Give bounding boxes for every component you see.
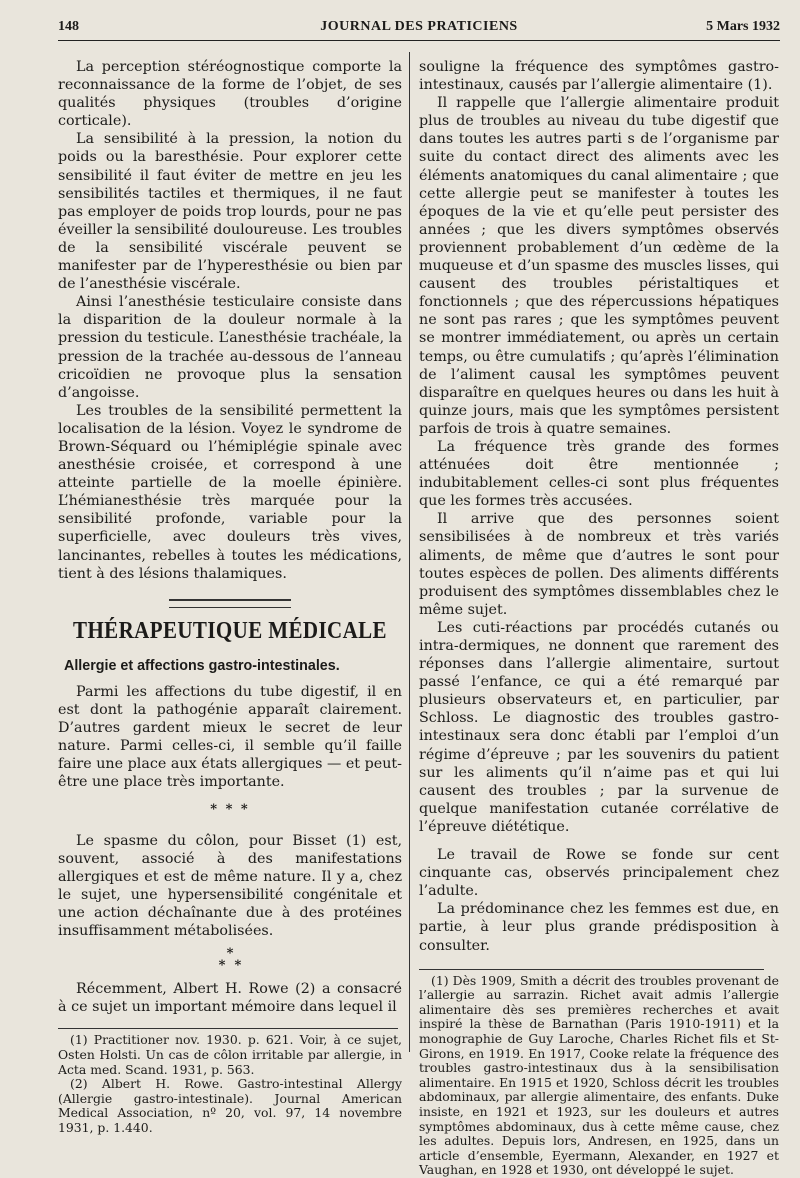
- page-number: 148: [58, 19, 79, 34]
- asterism: * * *: [210, 802, 250, 818]
- paragraph: Il arrive que des personnes soient sensibilisées à de nombreux et très variés aliments, de même que d’autres le sont pour toutes espèces de pollen. Des aliments différents produisent des symptômes dissemblables chez le même sujet.: [419, 511, 779, 618]
- right-column: [419, 58, 779, 1178]
- column-divider: [409, 52, 410, 1052]
- paragraph: Le spasme du côlon, pour Bisset (1) est, souvent, associé à des manifestations allergiques et est de même nature. Il y a, chez le sujet, une hypersensibilité congénitale et une action déchaînante due à des protéines insuffisamment métabolisées.: [58, 832, 402, 940]
- footnote: (1) Dès 1909, Smith a décrit des troubles provenant de l’allergie au sarrazin. Richet avait admis l’allergie alimentaire dès ses premières recherches et avait inspiré la thèse de Barnathan (Paris 1910-1911) et la monographie de Guy Laroche, Charles Richet fils et St-Girons, en 1919. En 1917, Cooke relate la fréquence des troubles gastro-intestinaux dus à la sensibilisation alimentaire. En 1915 et 1920, Schloss décrit les troubles abdominaux, par allergie alimentaire, des enfants. Duke insiste, en 1921 et 1923, sur les douleurs et autres symptômes abdominaux, dus à cette même cause, chez les adultes. Depuis lors, Andresen, en 1925, dans un article d’ensemble, Eyermann, Alexander, en 1927 et Vaughan, en 1928 et 1930, ont développé le sujet.: [419, 972, 779, 1178]
- section-separator: [169, 599, 291, 608]
- paragraph: souligne la fréquence des symptômes gastro-intestinaux, causés par l’allergie alimentaire (1).: [419, 59, 779, 94]
- paragraph: Le travail de Rowe se fonde sur cent cinquante cas, observés principalement chez l’adulte.: [419, 847, 779, 900]
- article-subtitle: Allergie et affections gastro-intestinales.: [64, 657, 340, 674]
- issue-date: 5 Mars 1932: [706, 19, 780, 34]
- footnote: (1) Practitioner nov. 1930. p. 621. Voir, à ce sujet, Osten Holsti. Un cas de côlon irritable par allergie, in Acta med. Scand. 1931, p. 563.: [58, 1032, 402, 1077]
- paragraph: La sensibilité à la pression, la notion du poids ou la baresthésie. Pour explorer cette sensibilité il faut éviter de mettre en jeu les sensibilités tactiles et thermiques, il ne faut pas employer de poids trop lourds, pour ne pas éveiller la sensibilité douloureuse. Les troubles de la sensibilité viscérale peuvent se manifester par de l’hyperesthésie ou bien par de l’anesthésie viscérale.: [58, 131, 402, 293]
- paragraph: La fréquence très grande des formes atténuées doit être mentionnée ; indubitablement celles-ci sont plus fréquentes que les formes très accusées.: [419, 438, 779, 510]
- paragraph: Les cuti-réactions par procédés cutanés ou intra-dermiques, ne donnent que rarement des réponses dans l’allergie alimentaire, surtout passé l’enfance, ce qui a été remarqué par plusieurs observateurs et, en particulier, par Schloss. Le diagnostic des troubles gastro-intestinaux sera donc établi par l’emploi d’un régime d’épreuve ; par les souvenirs du patient sur les aliments qu’il n’aime pas et qui lui causent des troubles ; par la survenue de quelque manifestation cutanée corrélative de l’épreuve diététique.: [419, 619, 779, 835]
- running-header: [58, 16, 780, 41]
- journal-title: JOURNAL DES PRATICIENS: [320, 19, 518, 34]
- paragraph: La prédominance chez les femmes est due, en partie, à leur plus grande prédisposition à consulter.: [419, 901, 779, 954]
- asterism: * * *: [218, 946, 242, 974]
- left-column: [58, 58, 402, 1135]
- intro-paragraph: Parmi les affections du tube digestif, il en est dont la pathogénie apparaît clairement. D’autres gardent mieux le secret de leur nature. Parmi celles-ci, il semble qu’il faille faire une place aux états allergiques — et peut-être une place très importante.: [58, 683, 402, 791]
- footnote: (2) Albert H. Rowe. Gastro-intestinal Allergy (Allergie gastro-intestinale). Journal American Medical Association, nº 20, vol. 97, 14 novembre 1931, p. 1.440.: [58, 1076, 402, 1135]
- paragraph: Ainsi l’anesthésie testiculaire consiste dans la disparition de la douleur normale à la pression du testicule. L’anesthésie trachéale, la pression de la trachée au-dessous de l’anneau cricoïdien ne provoque plus la sensation d’angoisse.: [58, 294, 402, 401]
- paragraph: La perception stéréognostique comporte la reconnaissance de la forme de l’objet, de ses qualités physiques (troubles d’origine corticale).: [58, 59, 402, 130]
- paragraph: Récemment, Albert H. Rowe (2) a consacré à ce sujet un important mémoire dans lequel il: [58, 981, 402, 1016]
- footnote-rule: [58, 1028, 398, 1029]
- footnote-rule: [419, 969, 764, 970]
- paragraph: Il rappelle que l’allergie alimentaire produit plus de troubles au niveau du tube digestif que dans toutes les autres parti s de l’organisme par suite du contact direct des aliments avec les éléments anatomiques du canal alimentaire ; que cette allergie peut se manifester à toutes les époques de la vie et qu’elle peut persister des années ; que les divers symptômes observés proviennent probablement d’un œdème de la muqueuse et d’un spasme des muscles lisses, qui causent des troubles péristaltiques et fonctionnels ; que des répercussions hépatiques ne sont pas rares ; que les symptômes peuvent se montrer immédiatement, ou après un certain temps, ou être cumulatifs ; qu’après l’élimination de l’aliment causal les symptômes peuvent disparaître en quelques heures ou dans les huit à quinze jours, mais que les symptômes persistent parfois de trois à quatre semaines.: [419, 95, 779, 437]
- paragraph: Les troubles de la sensibilité permettent la localisation de la lésion. Voyez le syndrome de Brown-Séquard ou l’hémiplégie spinale avec anesthésie croisée, et correspond à une atteinte partielle de la moelle épinière. L’hémianesthésie très marquée pour la sensibilité profonde, variable pour la superficielle, avec douleurs très vives, lancinantes, rebelles à toutes les médications, tient à des lésions thalamiques.: [58, 402, 402, 582]
- section-title: THÉRAPEUTIQUE MÉDICALE: [73, 615, 387, 644]
